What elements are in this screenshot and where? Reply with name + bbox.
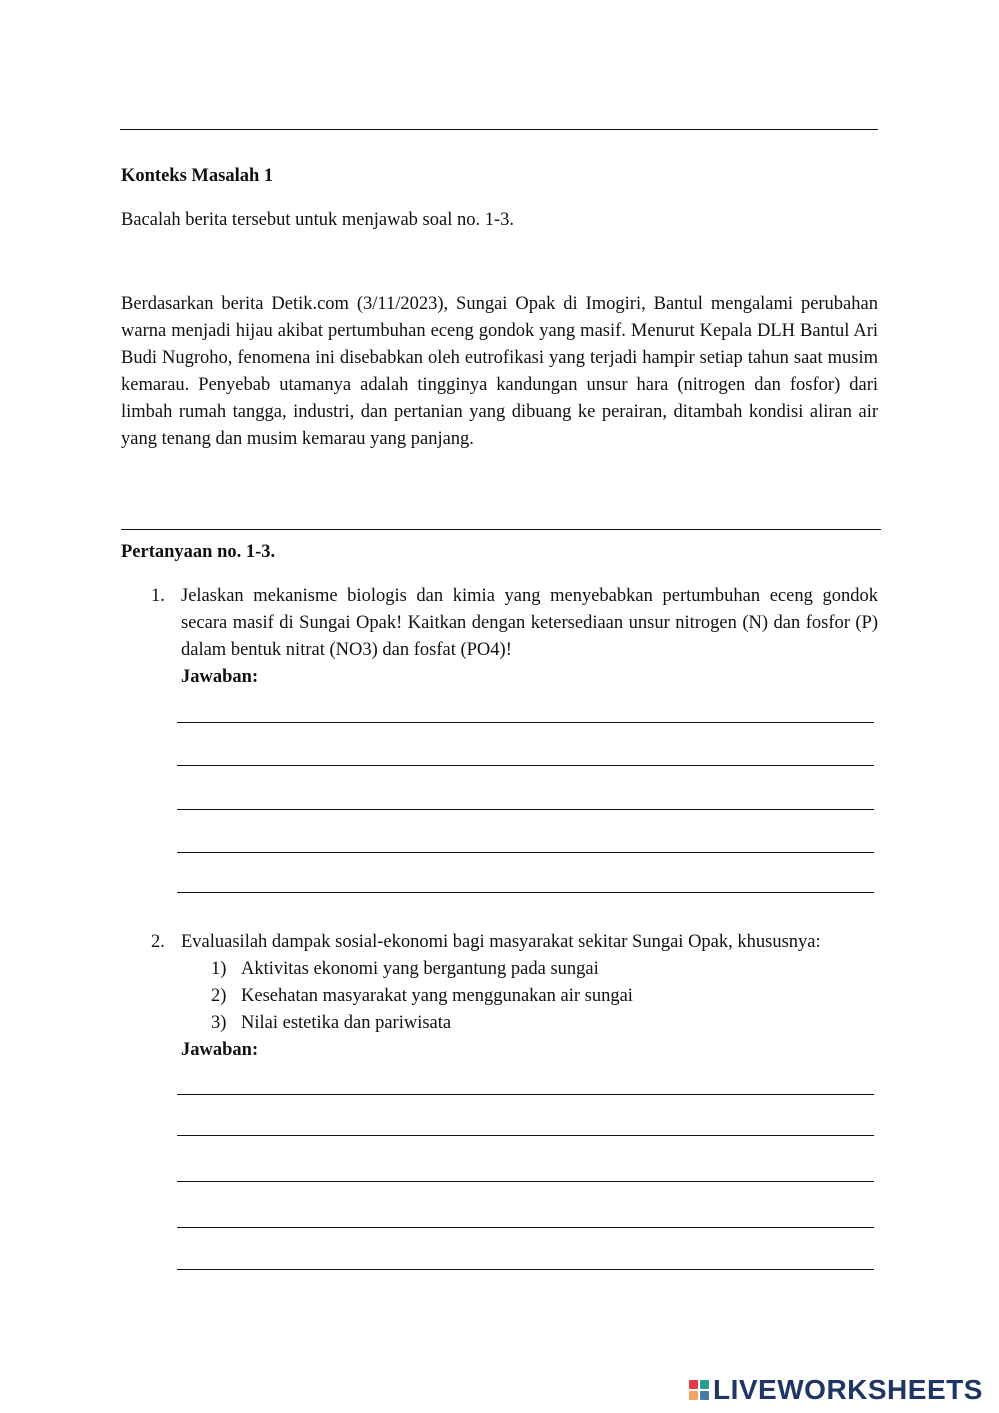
questions-heading: Pertanyaan no. 1-3.: [121, 542, 276, 562]
context-paragraph: Berdasarkan berita Detik.com (3/11/2023), Sungai Opak di Imogiri, Bantul mengalami perubahan warna menjadi hijau akibat pertumbuhan eceng gondok yang masif. Menurut Kepala DLH Bantul Ari Budi Nugroho, fenomena ini disebabkan oleh eutrofikasi yang terjadi hampir setiap tahun saat musim kemarau. Penyebab utamanya adalah tingginya kandungan unsur hara (nitrogen dan fosfor) dari limbah rumah tangga, industri, dan pertanian yang dibuang ke perairan, ditambah kondisi aliran air yang tenang dan musim kemarau yang panjang.: [121, 294, 878, 449]
question-text: Evaluasilah dampak sosial-ekonomi bagi masyarakat sekitar Sungai Opak, khususnya:: [181, 932, 821, 952]
section-divider: [121, 529, 881, 530]
sub-item-number: 3): [211, 1013, 227, 1033]
answer-label: Jawaban:: [181, 667, 259, 687]
answer-line[interactable]: [177, 765, 874, 766]
answer-line[interactable]: [177, 1227, 874, 1228]
sub-item: [211, 1010, 451, 1037]
sub-item-text: Nilai estetika dan pariwisata: [241, 1013, 452, 1033]
brand-name: LIVEWORKSHEETS: [713, 1374, 983, 1405]
answer-line[interactable]: [177, 1181, 874, 1182]
sub-item-number: 2): [211, 986, 227, 1006]
answer-line[interactable]: [177, 1269, 874, 1270]
answer-label: Jawaban:: [181, 1040, 259, 1060]
liveworksheets-logo-icon: [689, 1380, 709, 1400]
context-instruction: Bacalah berita tersebut untuk menjawab soal no. 1-3.: [121, 210, 514, 230]
answer-line[interactable]: [177, 852, 874, 853]
question-number: 1.: [151, 586, 165, 606]
sub-item: [211, 956, 599, 983]
answer-line[interactable]: [177, 809, 874, 810]
question-text: Jelaskan mekanisme biologis dan kimia yang menyebabkan pertumbuhan eceng gondok secara masif di Sungai Opak! Kaitkan dengan ketersediaan unsur nitrogen (N) dan fosfor (P) dalam bentuk nitrat (NO3) dan fosfat (PO4)!: [181, 586, 878, 660]
liveworksheets-brand: [689, 1372, 983, 1408]
answer-line[interactable]: [177, 722, 874, 723]
sub-item-text: Kesehatan masyarakat yang menggunakan air sungai: [241, 986, 633, 1006]
context-heading: Konteks Masalah 1: [121, 166, 274, 186]
answer-line[interactable]: [177, 892, 874, 893]
question-number: 2.: [151, 932, 165, 952]
sub-item-text: Aktivitas ekonomi yang bergantung pada sungai: [241, 959, 599, 979]
sub-item: [211, 983, 633, 1010]
answer-line[interactable]: [177, 1135, 874, 1136]
answer-line[interactable]: [177, 1094, 874, 1095]
sub-item-number: 1): [211, 959, 227, 979]
top-divider: [120, 129, 878, 130]
